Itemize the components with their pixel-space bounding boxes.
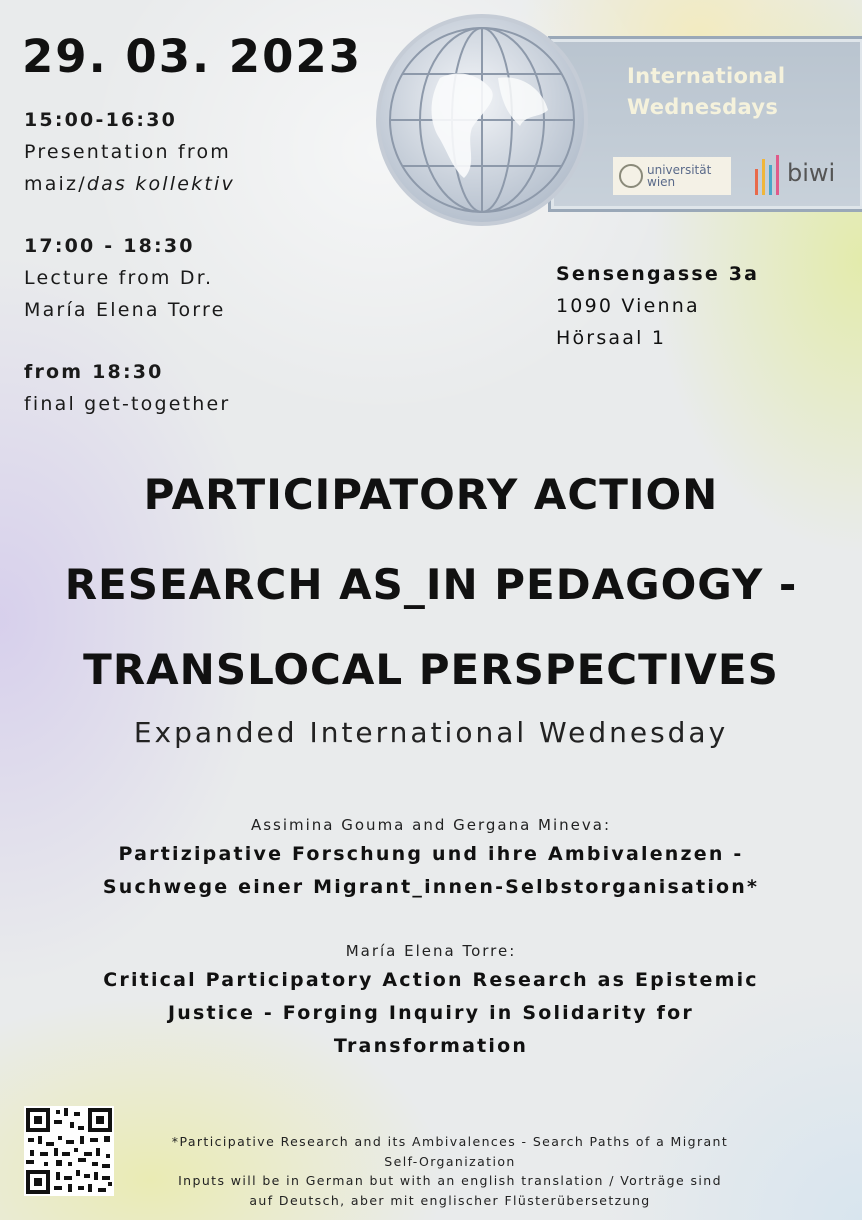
venue-address xyxy=(556,258,759,354)
footnote: *Participative Research and its Ambivalences - Search Paths of a Migrant Self-Organization Inputs will be in German but with an english translation / Vorträge sind auf Deutsch, aber mit englischer Flüsterübersetzung xyxy=(171,1134,729,1208)
venue-city: 1090 Vienna xyxy=(556,295,700,317)
biwi-logo: biwi xyxy=(751,155,851,199)
schedule-time: 17:00 - 18:30 xyxy=(24,235,195,257)
schedule-time: 15:00-16:30 xyxy=(24,109,178,131)
talk-1-title: Partizipative Forschung und ihre Ambivalenzen - Suchwege einer Migrant_innen-Selbstorganisation* xyxy=(102,843,760,898)
subtitle: Expanded International Wednesday xyxy=(133,716,729,749)
venue-room: Hörsaal 1 xyxy=(556,327,667,349)
international-wednesdays-banner xyxy=(548,36,862,212)
schedule-desc: Lecture from Dr. xyxy=(24,267,214,289)
qr-code[interactable] xyxy=(24,1106,114,1196)
schedule-desc: Presentation from xyxy=(24,141,231,163)
seal-icon xyxy=(619,164,643,188)
talk-2-speaker: María Elena Torre: xyxy=(345,942,517,960)
schedule-block-3 xyxy=(24,356,230,420)
headline-line-3: TRANSLOCAL PERSPECTIVES xyxy=(83,645,779,694)
schedule-time: from 18:30 xyxy=(24,361,164,383)
schedule-desc-2: María Elena Torre xyxy=(24,299,226,321)
schedule-block-1 xyxy=(24,104,235,200)
schedule-desc-2: maiz/das kollektiv xyxy=(24,173,235,195)
headline-line-1: PARTICIPATORY ACTION xyxy=(143,470,719,519)
venue-street: Sensengasse 3a xyxy=(556,263,760,285)
university-vienna-logo: universität wien xyxy=(613,157,731,195)
schedule-desc: final get-together xyxy=(24,393,231,415)
schedule-block-2 xyxy=(24,230,225,326)
banner-title: International Wednesdays xyxy=(627,64,786,119)
talk-2-title: Critical Participatory Action Research as Epistemic Justice - Forging Inquiry in Solidarity for Transformation xyxy=(103,969,759,1057)
talk-1-speakers: Assimina Gouma and Gergana Mineva: xyxy=(250,816,612,834)
event-date: 29. 03. 2023 xyxy=(22,30,363,83)
headline-line-2: RESEARCH AS_IN PEDAGOGY - xyxy=(64,560,798,609)
globe-icon xyxy=(376,14,588,226)
